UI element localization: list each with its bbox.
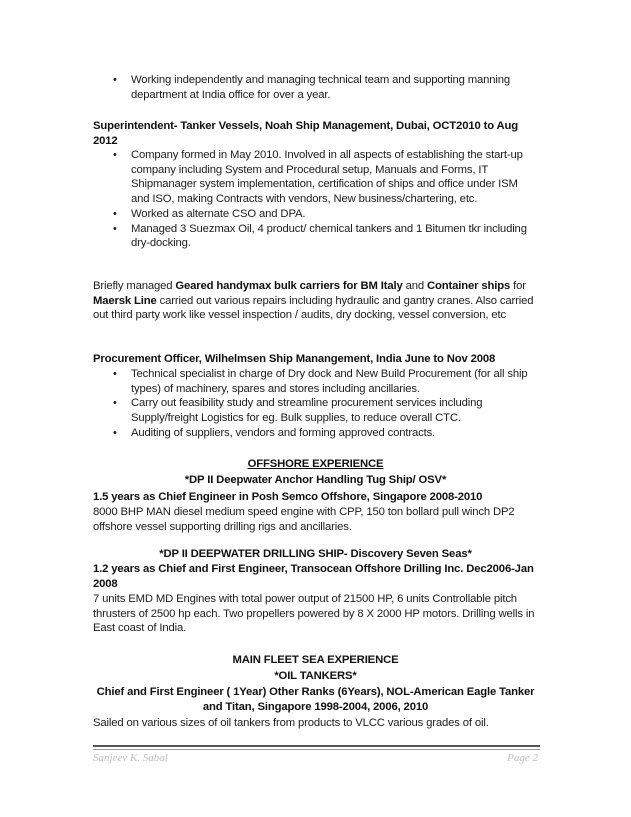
mainfleet-title: MAIN FLEET SEA EXPERIENCE [232,654,399,666]
brief-management-paragraph [93,279,538,323]
mainfleet-role: Chief and First Engineer ( 1Year) Other Ranks (6Years), NOL-American Eagle Tanker and Titan, Singapore 1998-2004, 2006, 2010 [96,686,535,713]
list-item: • Worked as alternate CSO and DPA. [113,207,533,222]
block2-bullet-list [113,148,533,251]
list-item: • Managed 3 Suezmax Oil, 4 product/ chemical tankers and 1 Bitumen tkr including dry-docking. [113,222,533,251]
list-item: • Working independently and managing technical team and supporting manning department at India office for over a year. [113,73,533,102]
offshore-subtitle-drillship: *DP II DEEPWATER DRILLING SHIP- Discovery Seven Seas* [159,548,472,560]
mainfleet-subtitle: *OIL TANKERS* [274,670,357,682]
para-bold-container-ships: Container ships [427,280,511,292]
footer-name: Sanjeev K. Sabal [93,752,168,764]
offshore-desc-posh: 8000 BHP MAN diesel medium speed engine with CPP, 150 ton bollard pull winch DP2 offshore vessel supporting drilling rigs and ancillaries. [93,506,515,533]
footer-divider-thin [93,749,540,750]
offshore-subtitle-tug: *DP II Deepwater Anchor Handling Tug Ship/ OSV* [184,474,447,486]
offshore-role-transocean: 1.2 years as Chief and First Engineer, Transocean Offshore Drilling Inc. Dec2006-Jan 2008 [93,563,534,590]
offshore-role-posh: 1.5 years as Chief Engineer in Posh Semco Offshore, Singapore 2008-2010 [93,491,483,503]
para-text: and [402,280,428,292]
para-bold-maersk: Maersk Line [93,294,157,307]
list-item: • Carry out feasibility study and streamline procurement services including Supply/freight Logistics for eg. Bulk supplies, to reduce overall CTC. [113,396,533,425]
mainfleet-desc: Sailed on various sizes of oil tankers from products to VLCC various grades of oil. [93,717,489,729]
para-bold-bm-italy: Geared handymax bulk carriers for BM Italy [175,280,403,292]
list-item: • Company formed in May 2010. Involved in all aspects of establishing the start-up company including System and Procedural setup, Manuals and Forms, IT Shipmanager system implementation, certification of ships and office under ISM and ISO, making Contracts with vendors, New business/chartering, etc. [113,148,533,207]
footer-divider [93,745,540,747]
procurement-heading: Procurement Officer, Wilhelmsen Ship Manangement, India June to Nov 2008 [93,353,496,365]
offshore-title: OFFSHORE EXPERIENCE [247,458,384,470]
para-text: Briefly managed [93,280,176,292]
para-text: for [510,280,526,292]
offshore-desc-transocean: 7 units EMD MD Engines with total power output of 21500 HP, 6 units Controllable pitch thrusters of 2500 hp each. Two propellers powered by 8 X 2000 HP motors. Drilling wells in East coast of India. [93,593,535,635]
block3-bullet-list [113,367,533,441]
superintendent-heading: Superintendent- Tanker Vessels, Noah Ship Management, Dubai, OCT2010 to Aug 2012 [93,120,519,147]
para-text: carried out various repairs including hydraulic and gantry cranes. Also carried out third party work like vessel inspection / audits, dry docking, vessel conversion, etc [93,294,534,322]
block1-bullet-list [113,73,533,102]
list-item: • Auditing of suppliers, vendors and forming approved contracts. [113,426,533,441]
list-item: • Technical specialist in charge of Dry dock and New Build Procurement (for all ship types) of machinery, spares and stores including ancillaries. [113,367,533,396]
footer-page-number: Page 2 [507,752,538,764]
